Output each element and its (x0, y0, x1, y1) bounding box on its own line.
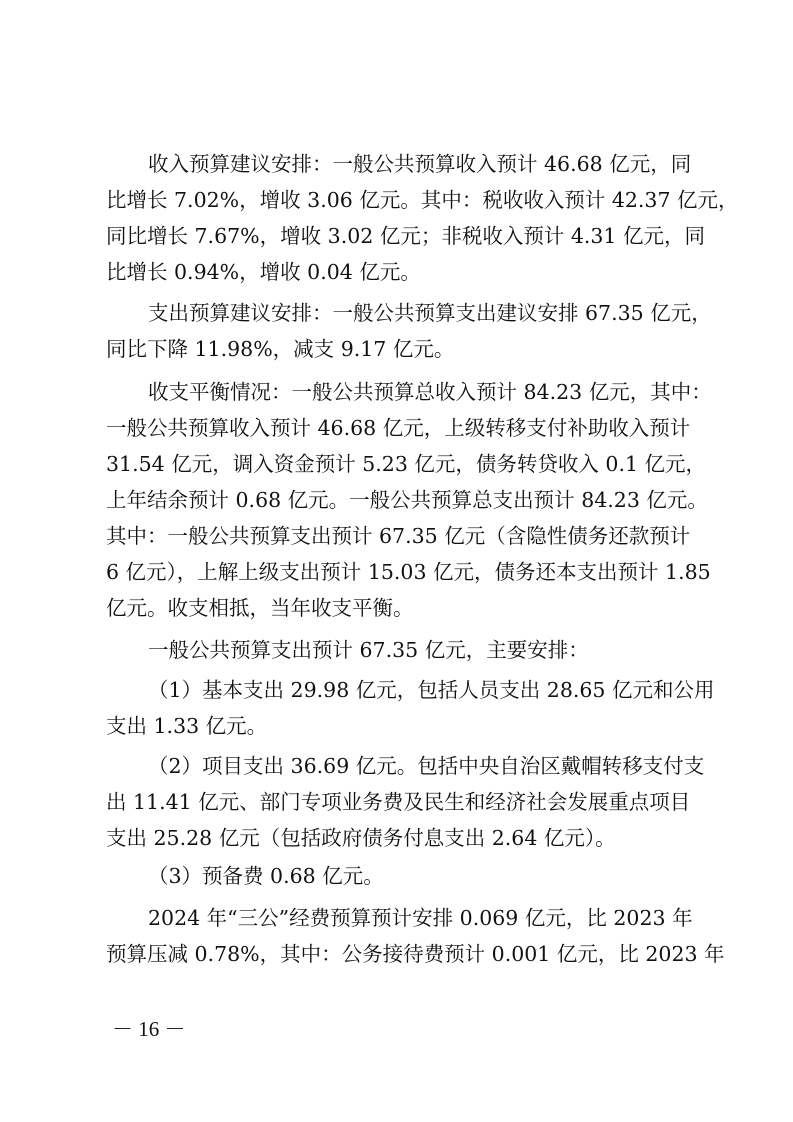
body-line: 上年结余预计 0.68 亿元。一般公共预算总支出预计 84.23 亿元。 (106, 488, 708, 512)
body-line: （1）基本支出 29.98 亿元，包括人员支出 28.65 亿元和公用 (148, 678, 715, 702)
page-number: － 16 － (112, 1017, 186, 1041)
body-line: 2024 年“三公”经费预算预计安排 0.069 亿元，比 2023 年 (148, 906, 693, 930)
body-line: （3）预备费 0.68 亿元。 (148, 864, 384, 888)
body-line: 比增长 7.02%，增收 3.06 亿元。其中：税收收入预计 42.37 亿元， (106, 188, 739, 212)
body-line: 亿元。收支相抵，当年收支平衡。 (106, 596, 414, 620)
body-line: 31.54 亿元，调入资金预计 5.23 亿元，债务转贷收入 0.1 亿元， (106, 452, 707, 476)
body-line: 同比增长 7.67%，增收 3.02 亿元；非税收入预计 4.31 亿元，同 (106, 224, 705, 248)
body-line: 同比下降 11.98%，减支 9.17 亿元。 (106, 337, 455, 361)
body-line: （2）项目支出 36.69 亿元。包括中央自治区戴帽转移支付支 (148, 754, 705, 778)
body-line: 6 亿元），上解上级支出预计 15.03 亿元，债务还本支出预计 1.85 (106, 560, 711, 584)
body-line: 支出 1.33 亿元。 (106, 714, 268, 738)
body-line: 其中：一般公共预算支出预计 67.35 亿元（含隐性债务还款预计 (106, 524, 691, 548)
body-line: 支出 25.28 亿元（包括政府债务付息支出 2.64 亿元）。 (106, 826, 616, 850)
body-line: 收入预算建议安排：一般公共预算收入预计 46.68 亿元，同 (148, 152, 692, 176)
body-line: 预算压减 0.78%，其中：公务接待费预计 0.001 亿元，比 2023 年 (106, 942, 725, 966)
body-line: 出 11.41 亿元、部门专项业务费及民生和经济社会发展重点项目 (106, 790, 691, 814)
body-line: 收支平衡情况：一般公共预算总收入预计 84.23 亿元，其中： (148, 380, 712, 404)
body-line: 一般公共预算支出预计 67.35 亿元，主要安排： (148, 638, 589, 662)
body-line: 一般公共预算收入预计 46.68 亿元，上级转移支付补助收入预计 (106, 416, 691, 440)
body-line: 比增长 0.94%，增收 0.04 亿元。 (106, 260, 421, 284)
body-line: 支出预算建议安排：一般公共预算支出建议安排 67.35 亿元， (148, 301, 712, 325)
